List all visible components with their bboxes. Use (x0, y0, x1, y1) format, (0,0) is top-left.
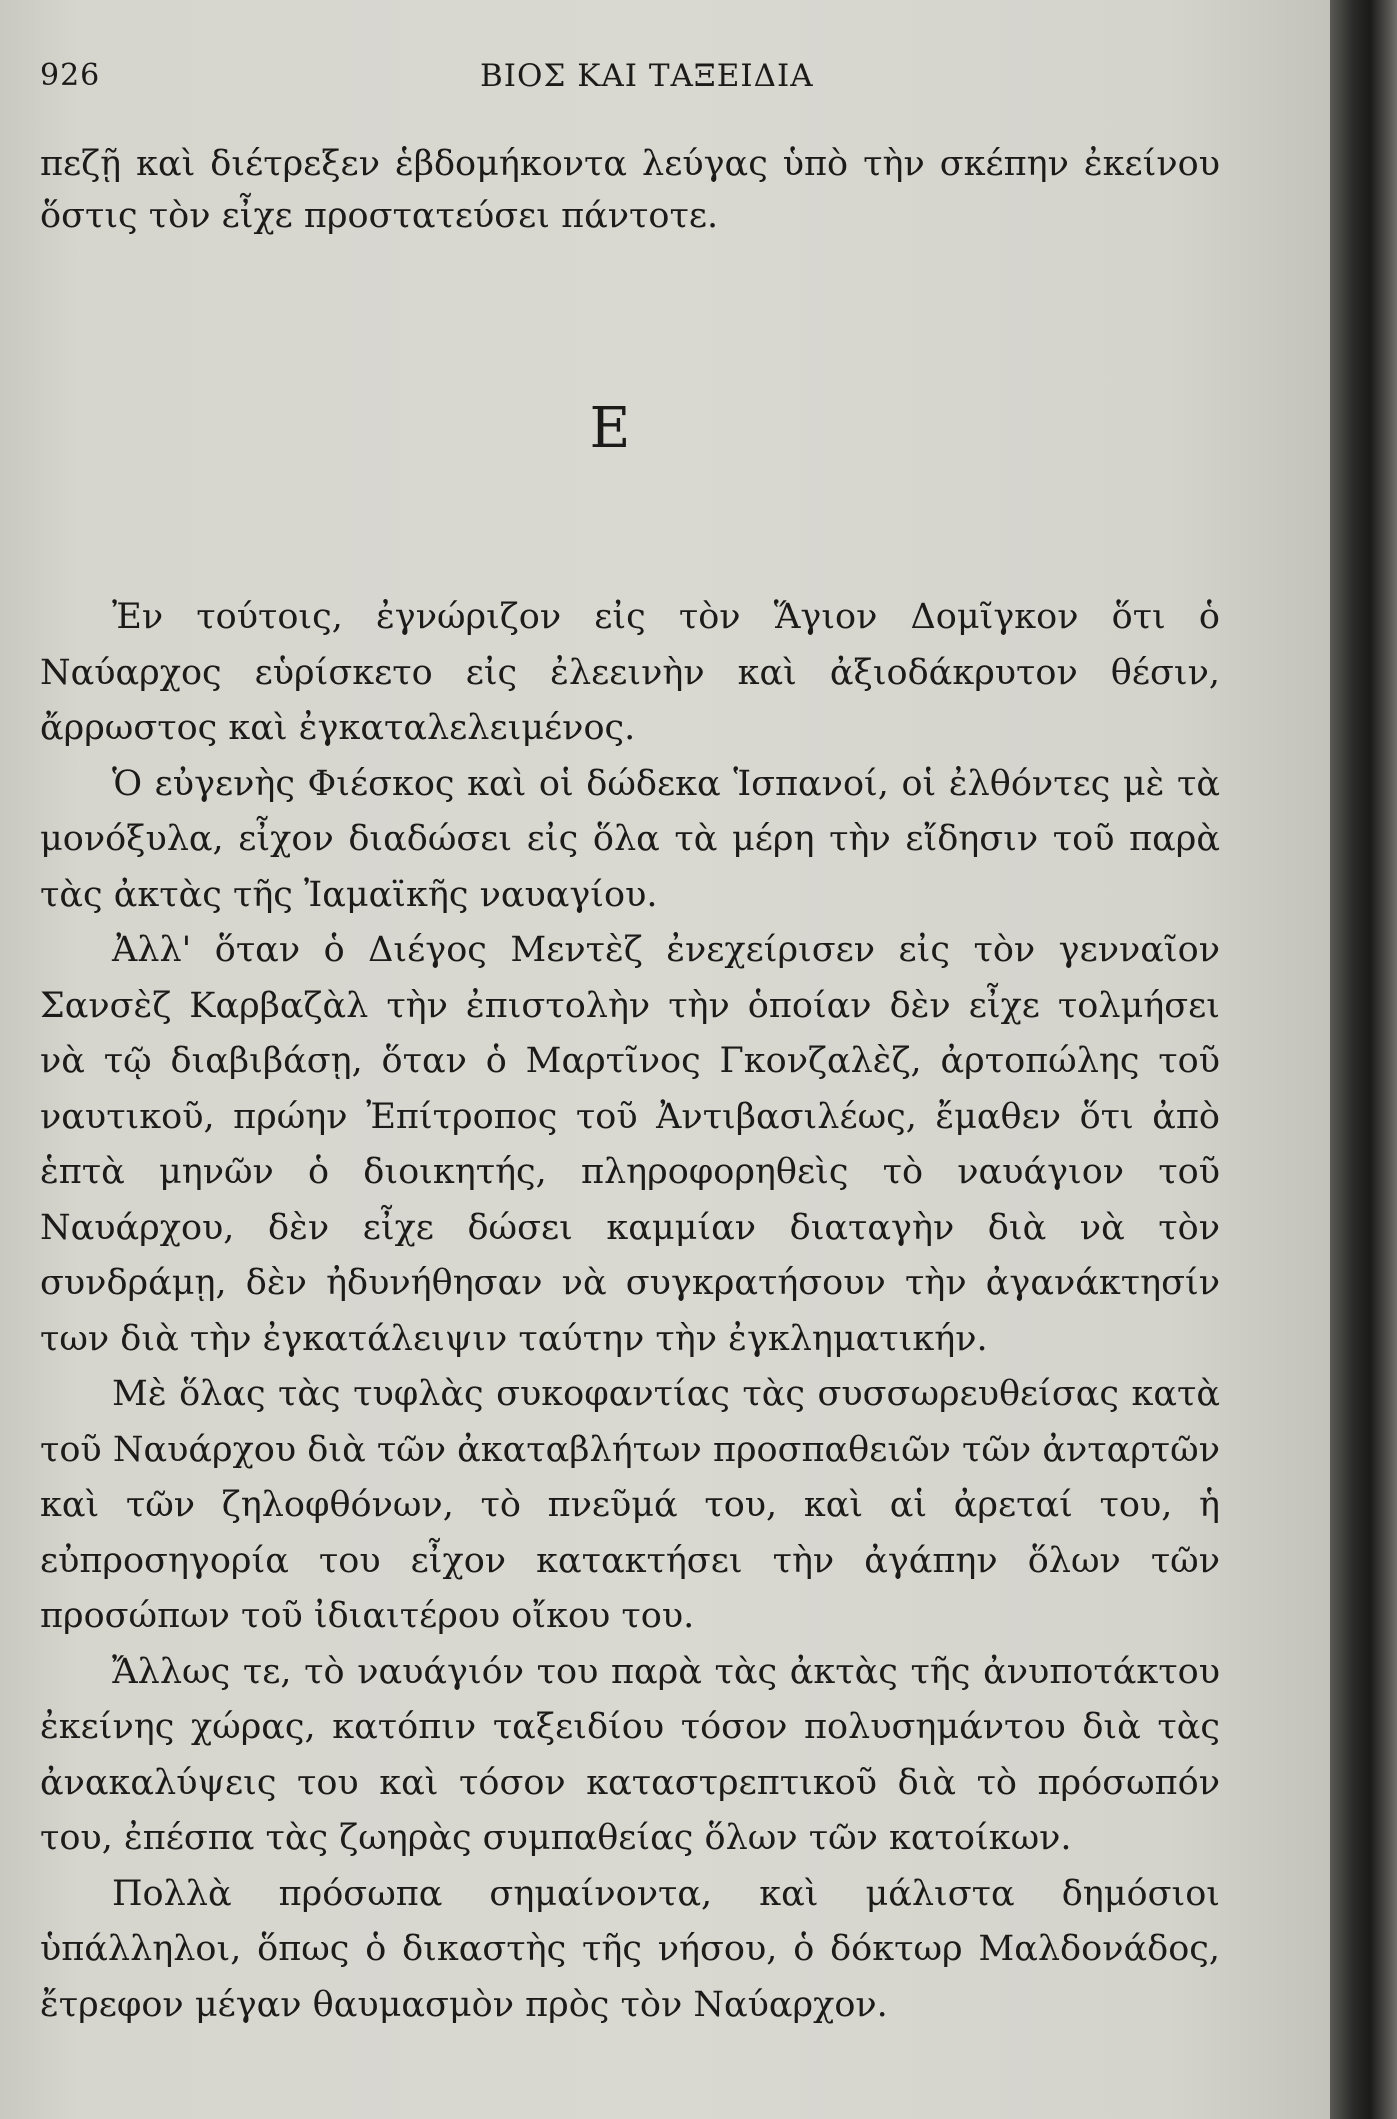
running-title: ΒΙΟΣ ΚΑΙ ΤΑΞΕΙΔΙΑ (480, 58, 814, 94)
section-heading: Ε (589, 396, 631, 461)
paragraph: Ἐν τούτοις, ἐγνώριζον εἰς τὸν Ἅγιον Δομῖγκον ὅτι ὁ Ναύαρχος εὑρίσκετο εἰς ἐλεεινὴν καὶ ἀξιοδάκρυτον θέσιν, ἄρρωστος καὶ ἐγκαταλελειμένος. (40, 597, 1220, 748)
opening-text (40, 138, 1220, 242)
paragraph: Ἄλλως τε, τὸ ναυάγιόν του παρὰ τὰς ἀκτὰς τῆς ἀνυποτάκτου ἐκείνης χώρας, κατόπιν ταξειδίου τόσον πολυσημάντου διὰ τὰς ἀνακαλύψεις του καὶ τόσον καταστρεπτικοῦ διὰ τὸ πρόσωπόν του, ἐπέσπα τὰς ζωηρὰς συμπαθείας ὅλων τῶν κατοίκων. (40, 1651, 1220, 1858)
paragraph: Πολλὰ πρόσωπα σημαίνοντα, καὶ μάλιστα δημόσιοι ὑπάλληλοι, ὅπως ὁ δικαστὴς τῆς νήσου, ὁ δόκτωρ Μαλδονάδος, ἔτρεφον μέγαν θαυμασμὸν πρὸς τὸν Ναύαρχον. (40, 1873, 1220, 2025)
paragraph: Ἀλλ' ὅταν ὁ Διέγος Μεντὲζ ἐνεχείρισεν εἰς τὸν γενναῖον Σανσὲζ Καρβαζὰλ τὴν ἐπιστολὴν τὴν ὁποίαν δὲν εἶχε τολμήσει νὰ τῷ διαβιβάσῃ, ὅταν ὁ Μαρτῖνος Γκονζαλὲζ, ἀρτοπώλης τοῦ ναυτικοῦ, πρώην Ἐπίτροπος τοῦ Ἀντιβασιλέως, ἔμαθεν ὅτι ἀπὸ ἑπτὰ μηνῶν ὁ διοικητής, πληροφορηθεὶς τὸ ναυάγιον τοῦ Ναυάρχου, δὲν εἶχε δώσει καμμίαν διαταγὴν διὰ νὰ τὸν συνδράμῃ, δὲν ἠδυνήθησαν νὰ συγκρατήσουν τὴν ἀγανάκτησίν των διὰ τὴν ἐγκατάλειψιν ταύτην τὴν ἐγκληματικήν. (40, 930, 1220, 1359)
paragraph: Ὁ εὐγενὴς Φιέσκος καὶ οἱ δώδεκα Ἱσπανοί, οἱ ἐλθόντες μὲ τὰ μονόξυλα, εἶχον διαδώσει εἰς ὅλα τὰ μέρη τὴν εἴδησιν τοῦ παρὰ τὰς ἀκτὰς τῆς Ἰαμαϊκῆς ναυαγίου. (40, 763, 1220, 915)
page-number: 926 (40, 58, 101, 93)
opening-paragraph: πεζῇ καὶ διέτρεξεν ἑβδομήκοντα λεύγας ὑπὸ τὴν σκέπην ἐκείνου ὅστις τὸν εἶχε προστατεύσει πάντοτε. (40, 144, 1220, 236)
book-spine-shadow (1330, 0, 1397, 2119)
section-body (40, 590, 1220, 2033)
page-header (40, 58, 1240, 104)
paragraph: Μὲ ὅλας τὰς τυφλὰς συκοφαντίας τὰς συσσωρευθείσας κατὰ τοῦ Ναυάρχου διὰ τῶν ἀκαταβλήτων προσπαθειῶν τῶν ἀνταρτῶν καὶ τῶν ζηλοφθόνων, τὸ πνεῦμά του, καὶ αἱ ἀρεταί του, ἡ εὐπροσηγορία του εἶχον κατακτήσει τὴν ἀγάπην ὅλων τῶν προσώπων τοῦ ἰδιαιτέρου οἴκου του. (40, 1374, 1220, 1636)
